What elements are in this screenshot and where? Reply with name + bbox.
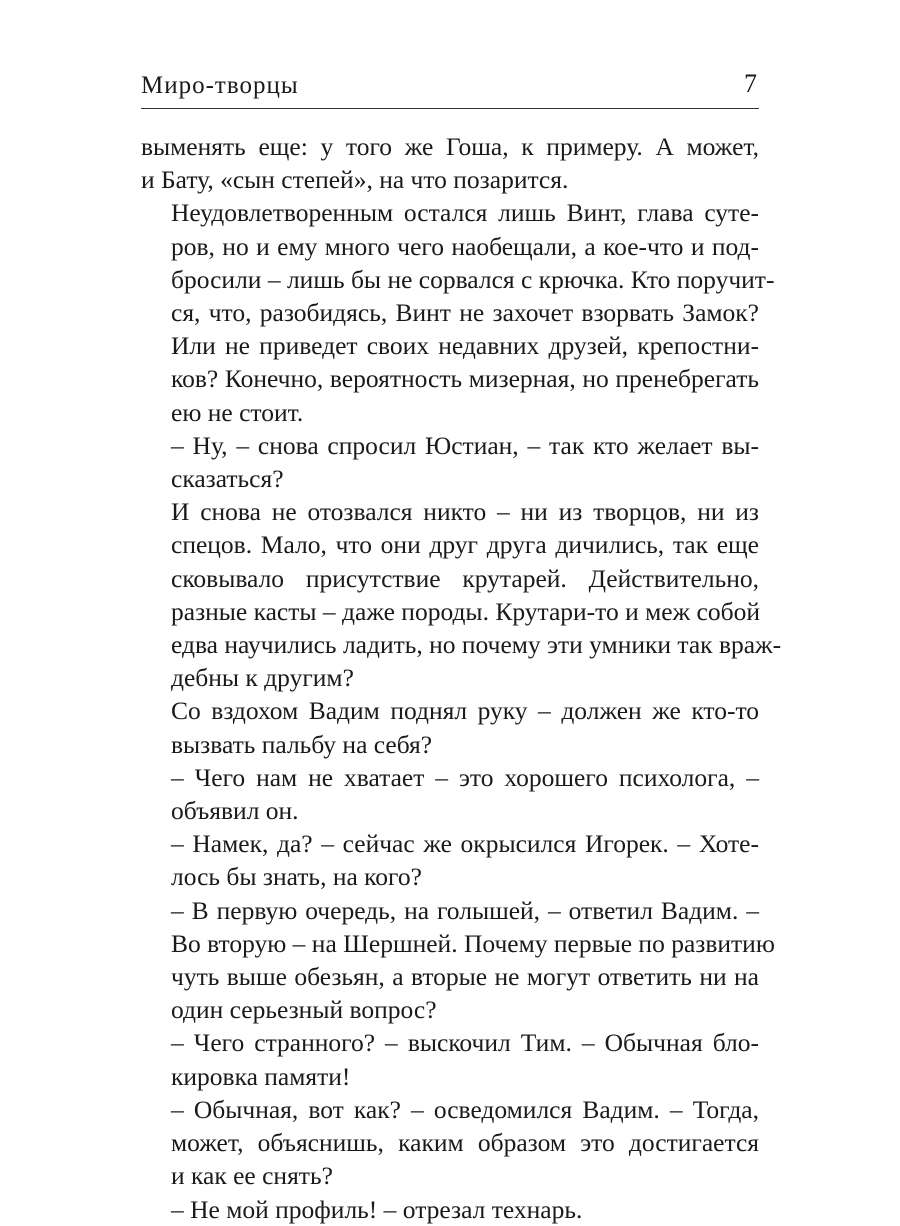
paragraph — [141, 1093, 759, 1193]
page-header — [141, 68, 759, 109]
text-line: объявил он. — [171, 796, 299, 826]
text-line: чуть выше обезьян, а вторые не могут ответить ни на — [171, 962, 759, 992]
text-line: – Не мой профиль! – отрезал технарь. — [171, 1194, 583, 1224]
text-line: – В первую очередь, на голышей, – ответил Вадим. – — [171, 895, 759, 925]
text-line: один серьезный вопрос? — [171, 995, 437, 1025]
text-line: бросили – лишь бы не сорвался с крючка. Кто поручит- — [171, 264, 775, 294]
text-line: лось бы знать, на кого? — [171, 862, 422, 892]
text-line: ров, но и ему много чего наобещали, а кое-что и под- — [171, 231, 759, 261]
paragraph — [141, 1193, 759, 1226]
text-line: – Чего нам не хватает – это хорошего психолога, – — [171, 762, 759, 792]
text-line: Со вздохом Вадим поднял руку – должен же кто-то — [171, 696, 759, 726]
paragraph — [141, 130, 759, 196]
paragraph — [141, 196, 775, 428]
paragraph — [141, 827, 759, 893]
text-line: И снова не отозвался никто – ни из творцов, ни из — [171, 497, 759, 527]
paragraph — [141, 1026, 759, 1092]
text-line: едва научились ладить, но почему эти умники так враж- — [171, 630, 782, 660]
text-line: – Чего странного? – выскочил Тим. – Обычная бло- — [171, 1028, 759, 1058]
text-line: вызвать пальбу на себя? — [171, 729, 433, 759]
text-line: и как ее снять? — [171, 1161, 333, 1191]
running-title: Миро-творцы — [141, 72, 299, 99]
text-line: ею не стоит. — [171, 397, 304, 427]
text-line: Во вторую – на Шершней. Почему первые по развитию — [171, 928, 775, 958]
text-line: Неудовлетворенным остался лишь Винт, глава суте- — [171, 198, 759, 228]
text-line: и Бату, «сын степей», на что позарится. — [141, 165, 569, 195]
text-line: сковывало присутствие крутарей. Действительно, — [171, 563, 759, 593]
text-line: сказаться? — [171, 464, 284, 494]
text-line: ков? Конечно, вероятность мизерная, но пренебрегать — [171, 364, 759, 394]
text-line: ся, что, разобидясь, Винт не захочет взорвать Замок? — [171, 298, 759, 328]
paragraph — [141, 694, 759, 760]
text-line: дебны к другим? — [171, 663, 354, 693]
text-line: разные касты – даже породы. Крутари-то и меж собой — [171, 596, 760, 626]
text-line: – Обычная, вот как? – осведомился Вадим. – Тогда, — [171, 1094, 759, 1124]
text-line: – Ну, – снова спросил Юстиан, – так кто желает вы- — [171, 430, 759, 460]
paragraph — [141, 894, 775, 1027]
text-line: выменять еще: у того же Гоша, к примеру. А может, — [141, 132, 759, 161]
paragraph — [141, 429, 759, 495]
text-line: Или не приведет своих недавних друзей, крепостни- — [171, 331, 759, 361]
body-text — [141, 130, 782, 1226]
text-line: кировка памяти! — [171, 1061, 351, 1091]
text-line: – Намек, да? – сейчас же окрысился Игорек. – Хоте- — [171, 829, 759, 859]
text-line: может, объяснишь, каким образом это достигается — [171, 1128, 759, 1158]
paragraph — [141, 761, 759, 827]
text-line: спецов. Мало, что они друг друга дичились, так еще — [171, 530, 759, 560]
page-number: 7 — [744, 69, 757, 98]
paragraph — [141, 495, 782, 694]
